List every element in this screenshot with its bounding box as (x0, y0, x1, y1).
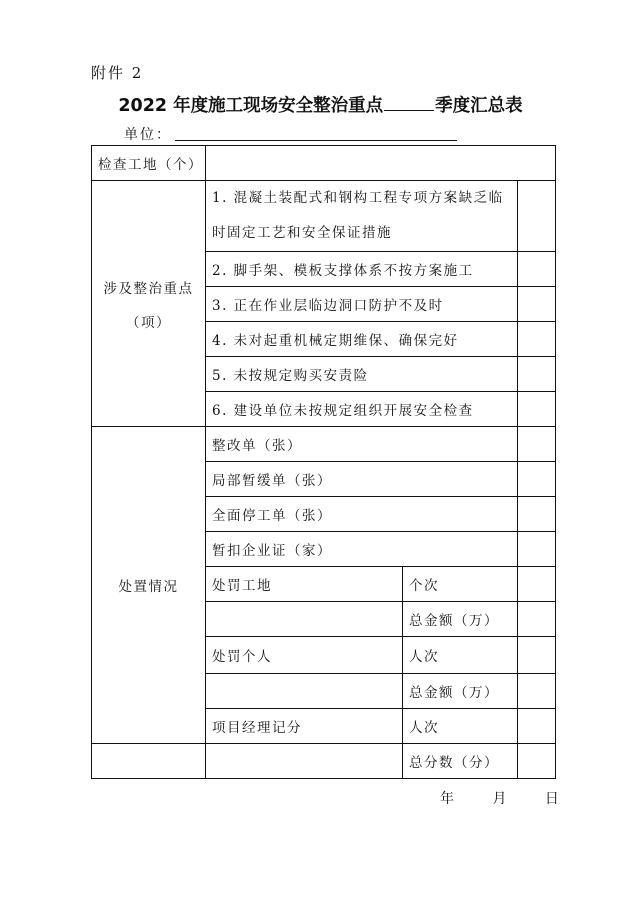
table-row (92, 427, 556, 462)
rectify-count-2[interactable] (518, 252, 556, 287)
total-points-label: 总分数（分） (403, 744, 518, 779)
rectify-item-1: 1. 混凝土装配式和钢构工程专项方案缺乏临时固定工艺和安全保证措施 (206, 181, 518, 252)
extra-mid-blank (206, 744, 403, 779)
rectify-item-5: 5. 未按规定购买安责险 (206, 357, 518, 392)
penalty-person-count-value[interactable] (518, 637, 556, 674)
rectify-item-3: 3. 正在作业层临边洞口防护不及时 (206, 287, 518, 322)
penalty-site-label: 处罚工地 (206, 567, 403, 602)
license-withhold-label: 暂扣企业证（家） (206, 532, 518, 567)
total-points-value[interactable] (518, 744, 556, 779)
table-row (92, 181, 556, 252)
penalty-person-amount-label: 总金额（万） (403, 674, 518, 709)
rectify-label-main: 涉及整治重点 (103, 280, 194, 297)
quarter-blank[interactable] (384, 96, 434, 111)
pm-points-count-value[interactable] (518, 709, 556, 744)
title-suffix: 季度汇总表 (435, 96, 523, 116)
license-withhold-value[interactable] (518, 532, 556, 567)
penalty-site-blank (206, 602, 403, 637)
partial-suspend-label: 局部暂缓单（张） (206, 462, 518, 497)
rectify-notice-value[interactable] (518, 427, 556, 462)
pm-points-unit: 人次 (403, 709, 518, 744)
rectify-count-6[interactable] (518, 392, 556, 427)
extra-left-blank (92, 744, 206, 779)
partial-suspend-value[interactable] (518, 462, 556, 497)
rectify-count-3[interactable] (518, 287, 556, 322)
penalty-site-amount-label: 总金额（万） (403, 602, 518, 637)
form-title (0, 92, 641, 117)
rectify-count-4[interactable] (518, 322, 556, 357)
date-line: 年 月 日 (440, 791, 559, 807)
rectify-item-2: 2. 脚手架、模板支撑体系不按方案施工 (206, 252, 518, 287)
pm-points-label: 项目经理记分 (206, 709, 403, 744)
unit-input-line[interactable] (175, 140, 457, 141)
rectify-section-label (92, 181, 206, 427)
summary-table (91, 145, 556, 779)
table-row (92, 744, 556, 779)
site-count-value[interactable] (206, 146, 556, 181)
full-stop-label: 全面停工单（张） (206, 497, 518, 532)
title-prefix: 2022 年度施工现场安全整治重点 (118, 96, 384, 116)
rectify-count-1[interactable] (518, 181, 556, 252)
penalty-person-amount-value[interactable] (518, 674, 556, 709)
penalty-site-unit: 个次 (403, 567, 518, 602)
rectify-count-5[interactable] (518, 357, 556, 392)
table-row (92, 146, 556, 181)
disposal-section-label: 处置情况 (92, 427, 206, 744)
penalty-person-blank (206, 674, 403, 709)
penalty-site-amount-value[interactable] (518, 602, 556, 637)
unit-label: 单位： (124, 127, 172, 143)
rectify-notice-label: 整改单（张） (206, 427, 518, 462)
penalty-person-label: 处罚个人 (206, 637, 403, 674)
site-count-label: 检查工地（个） (92, 146, 206, 181)
rectify-item-4: 4. 未对起重机械定期维保、确保完好 (206, 322, 518, 357)
full-stop-value[interactable] (518, 497, 556, 532)
rectify-item-6: 6. 建设单位未按规定组织开展安全检查 (206, 392, 518, 427)
penalty-person-unit: 人次 (403, 637, 518, 674)
penalty-site-count-value[interactable] (518, 567, 556, 602)
rectify-label-sub: （项） (126, 314, 171, 331)
attachment-label: 附件 2 (91, 64, 144, 82)
